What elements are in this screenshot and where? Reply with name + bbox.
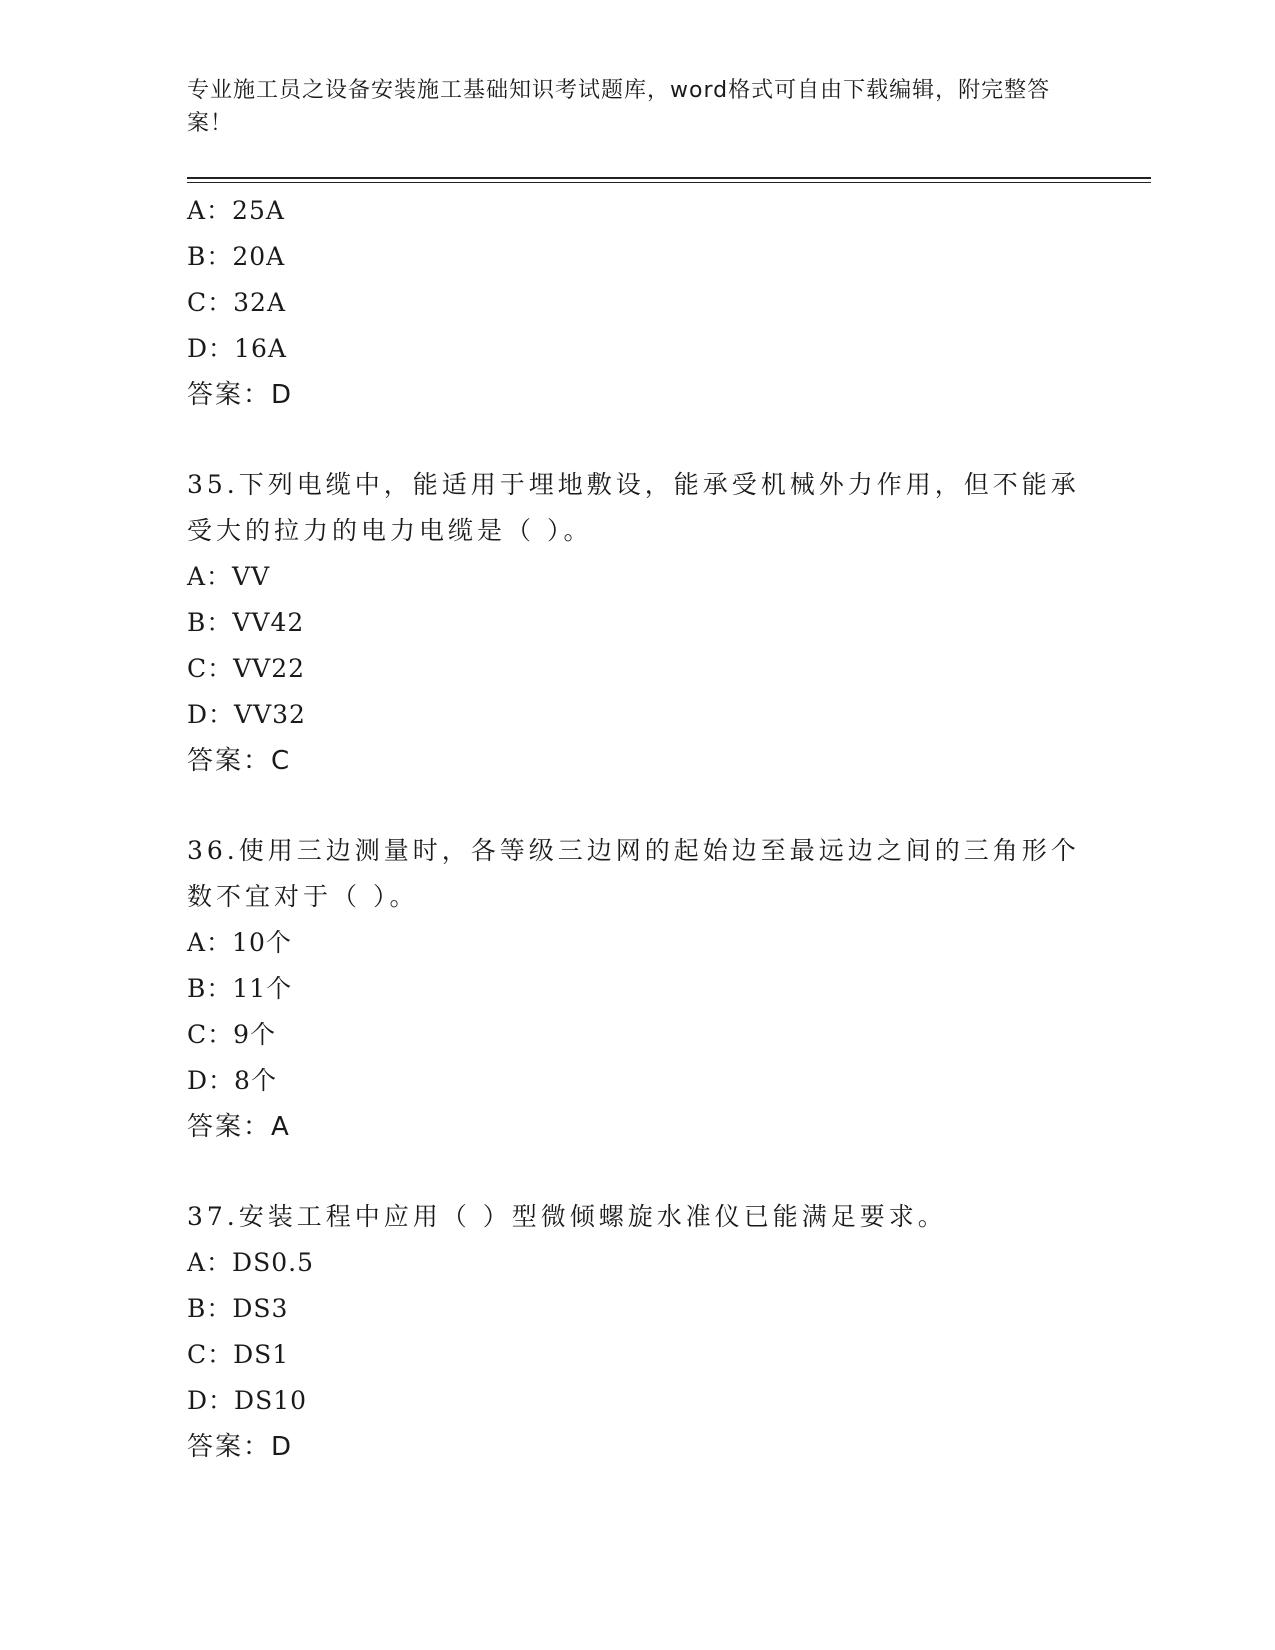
option-b: B：DS3: [187, 1294, 289, 1323]
option-a: A：VV: [187, 562, 271, 591]
block-spacer: [187, 418, 1087, 462]
question-block: [187, 462, 1087, 784]
question-block: [187, 1194, 1087, 1470]
question-text: 37.安装工程中应用（ ）型微倾螺旋水准仪已能满足要求。: [187, 1202, 947, 1231]
block-spacer: [187, 784, 1087, 828]
answer-text: 答案：A: [187, 1112, 291, 1142]
question-text: 36.使用三边测量时，各等级三边网的起始边至最远边之间的三角形个数不宜对于（ ）。: [187, 836, 1080, 911]
question-list: [187, 188, 1087, 1470]
page-header-title: 专业施工员之设备安装施工基础知识考试题库，word格式可自由下载编辑，附完整答案！: [187, 78, 1051, 136]
option-d: D：DS10: [187, 1386, 308, 1415]
question-block: [187, 828, 1087, 1150]
option-d: D：8个: [187, 1066, 277, 1095]
answer-text: 答案：D: [187, 380, 294, 410]
option-a: A：DS0.5: [187, 1248, 314, 1277]
option-c: C：9个: [187, 1020, 277, 1049]
question-block: [187, 188, 1087, 418]
option-c: C：DS1: [187, 1340, 290, 1369]
option-d: D：VV32: [187, 700, 306, 729]
option-c: C：VV22: [187, 654, 306, 683]
answer-text: 答案：C: [187, 746, 292, 776]
block-spacer: [187, 1150, 1087, 1194]
option-d: D：16A: [187, 334, 287, 363]
option-b: B：11个: [187, 974, 293, 1003]
option-b: B：20A: [187, 242, 286, 271]
option-a: A：25A: [187, 196, 285, 225]
answer-text: 答案：D: [187, 1432, 294, 1462]
header-divider-thick: [187, 177, 1151, 179]
header-divider-thin: [187, 182, 1151, 183]
option-b: B：VV42: [187, 608, 305, 637]
question-text: 35.下列电缆中，能适用于埋地敷设，能承受机械外力作用，但不能承受大的拉力的电力电缆是（ ）。: [187, 470, 1080, 545]
option-a: A：10个: [187, 928, 292, 957]
option-c: C：32A: [187, 288, 286, 317]
